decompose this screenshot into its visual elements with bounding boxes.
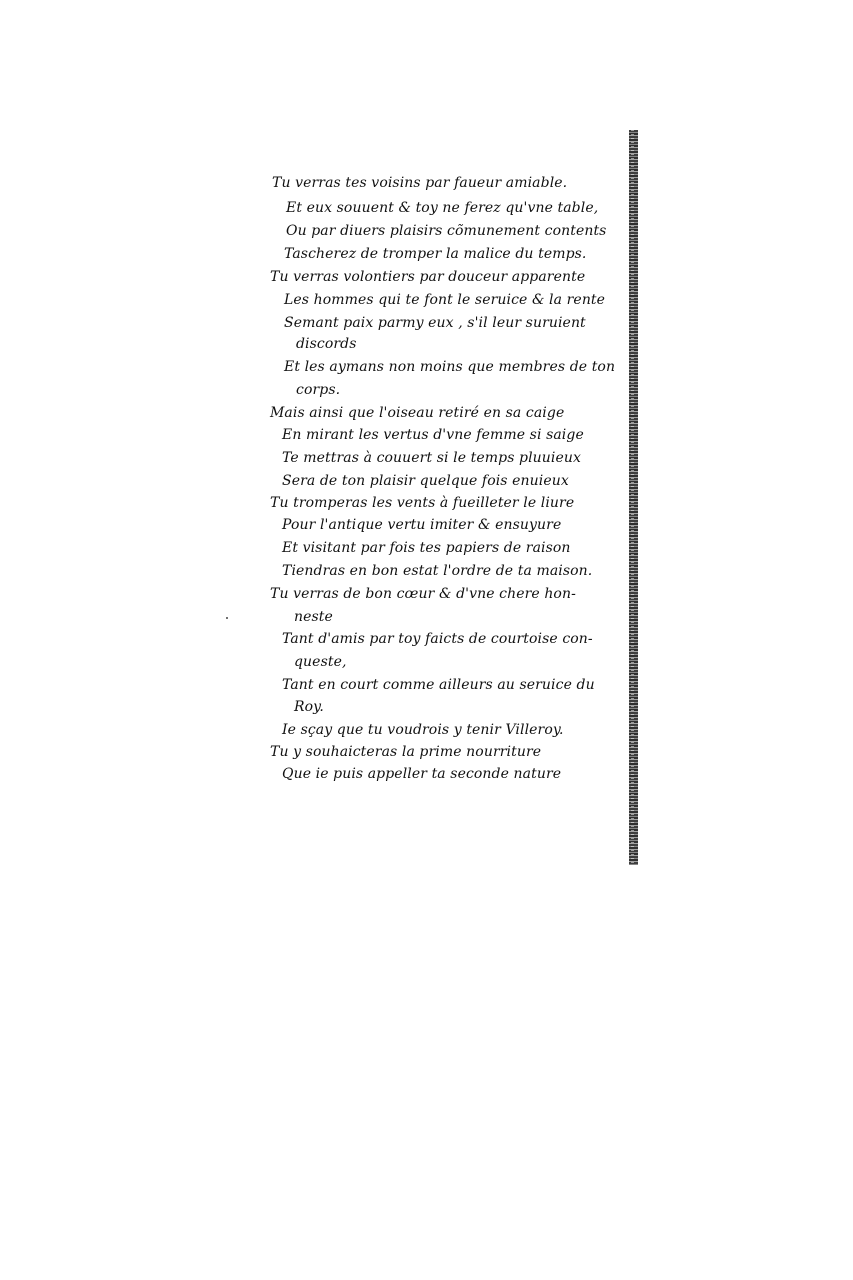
poem-line-27: Que ie puis appeller ta seconde nature	[282, 766, 562, 782]
poem-line-15: Tu tromperas les vents à fueilleter le liure	[270, 495, 575, 511]
poem-line-3: Ou par diuers plaisirs cõmunement contents	[286, 223, 607, 239]
poem-line-10: corps.	[296, 382, 341, 398]
poem-line-21: Tant d'amis par toy faicts de courtoise con-	[282, 631, 593, 647]
poem-line-9: Et les aymans non moins que membres de ton	[284, 359, 616, 375]
poem-line-6: Les hommes qui te font le seruice & la rente	[284, 292, 606, 308]
poem-line-13: Te mettras à couuert si le temps pluuieux	[282, 450, 581, 466]
poem-line-23: Tant en court comme ailleurs au seruice du	[282, 677, 595, 693]
poem-line-4: Tascherez de tromper la malice du temps.	[284, 246, 587, 262]
poem-line-16: Pour l'antique vertu imiter & ensuyure	[282, 517, 562, 533]
poem-line-2: Et eux souuent & toy ne ferez qu'vne table,	[286, 200, 599, 216]
poem-line-5: Tu verras volontiers par douceur apparente	[270, 269, 586, 285]
ink-speck	[226, 617, 228, 619]
page-binding-edge	[629, 130, 638, 865]
poem-line-18: Tiendras en bon estat l'ordre de ta maison.	[282, 563, 593, 579]
poem-line-14: Sera de ton plaisir quelque fois enuieux	[282, 473, 569, 489]
poem-line-19: Tu verras de bon cœur & d'vne chere hon-	[270, 586, 576, 602]
poem-line-22: queste,	[294, 654, 347, 670]
poem-line-1: Tu verras tes voisins par faueur amiable.	[272, 175, 568, 191]
poem-line-11: Mais ainsi que l'oiseau retiré en sa caige	[270, 405, 565, 421]
poem-line-12: En mirant les vertus d'vne femme si saige	[282, 427, 584, 443]
poem-line-26: Tu y souhaicteras la prime nourriture	[270, 744, 542, 760]
poem-line-25: Ie sçay que tu voudrois y tenir Villeroy.	[282, 722, 564, 738]
poem-line-8: discords	[296, 336, 357, 352]
poem-line-24: Roy.	[294, 699, 324, 715]
poem-line-20: neste	[294, 609, 333, 625]
poem-line-17: Et visitant par fois tes papiers de raison	[282, 540, 571, 556]
poem-line-7: Semant paix parmy eux , s'il leur suruient	[284, 315, 586, 331]
